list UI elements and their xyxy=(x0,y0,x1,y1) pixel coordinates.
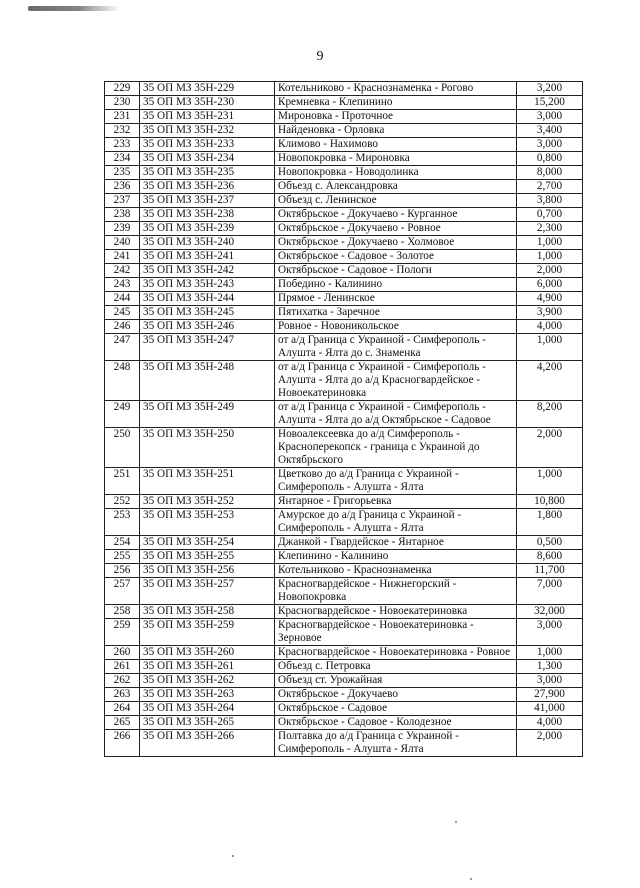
table-row xyxy=(105,674,583,688)
road-code-cell: 35 ОП МЗ 35Н-240 xyxy=(140,236,275,250)
road-length-cell: 7,000 xyxy=(517,578,583,605)
table-row xyxy=(105,96,583,110)
road-name-cell: Найденовка - Орловка xyxy=(275,124,517,138)
table-row xyxy=(105,578,583,605)
road-length-cell: 3,800 xyxy=(517,194,583,208)
road-code-cell: 35 ОП МЗ 35Н-254 xyxy=(140,536,275,550)
row-number-cell: 242 xyxy=(105,264,140,278)
road-length-cell: 4,000 xyxy=(517,320,583,334)
road-length-cell: 3,400 xyxy=(517,124,583,138)
row-number-cell: 247 xyxy=(105,334,140,361)
table-row xyxy=(105,334,583,361)
table-row xyxy=(105,250,583,264)
road-name-cell: Октябрьское - Садовое - Пологи xyxy=(275,264,517,278)
road-name-cell: Красногвардейское - Новоекатериновка xyxy=(275,605,517,619)
road-code-cell: 35 ОП МЗ 35Н-237 xyxy=(140,194,275,208)
road-name-cell: Клепинино - Калинино xyxy=(275,550,517,564)
road-code-cell: 35 ОП МЗ 35Н-257 xyxy=(140,578,275,605)
road-length-cell: 2,000 xyxy=(517,264,583,278)
road-code-cell: 35 ОП МЗ 35Н-249 xyxy=(140,401,275,428)
road-name-cell: Прямое - Ленинское xyxy=(275,292,517,306)
road-code-cell: 35 ОП МЗ 35Н-265 xyxy=(140,716,275,730)
table-row xyxy=(105,236,583,250)
road-name-cell: Октябрьское - Докучаево - Ровное xyxy=(275,222,517,236)
road-length-cell: 1,000 xyxy=(517,236,583,250)
road-name-cell: Полтавка до а/д Граница с Украиной - Симферополь - Алушта - Ялта xyxy=(275,730,517,757)
table-row xyxy=(105,152,583,166)
road-code-cell: 35 ОП МЗ 35Н-251 xyxy=(140,468,275,495)
road-code-cell: 35 ОП МЗ 35Н-264 xyxy=(140,702,275,716)
row-number-cell: 253 xyxy=(105,509,140,536)
road-name-cell: Объезд ст. Урожайная xyxy=(275,674,517,688)
road-name-cell: Новопокровка - Мироновка xyxy=(275,152,517,166)
road-code-cell: 35 ОП МЗ 35Н-230 xyxy=(140,96,275,110)
road-length-cell: 2,000 xyxy=(517,730,583,757)
table-row xyxy=(105,180,583,194)
road-length-cell: 4,000 xyxy=(517,716,583,730)
road-code-cell: 35 ОП МЗ 35Н-243 xyxy=(140,278,275,292)
road-name-cell: от а/д Граница с Украиной - Симферополь - Алушта - Ялта до а/д Красногвардейское - Новоекатериновка xyxy=(275,361,517,401)
table-row xyxy=(105,222,583,236)
row-number-cell: 235 xyxy=(105,166,140,180)
table-row xyxy=(105,361,583,401)
road-name-cell: Октябрьское - Садовое xyxy=(275,702,517,716)
table-row xyxy=(105,194,583,208)
row-number-cell: 240 xyxy=(105,236,140,250)
road-length-cell: 1,300 xyxy=(517,660,583,674)
road-code-cell: 35 ОП МЗ 35Н-233 xyxy=(140,138,275,152)
row-number-cell: 258 xyxy=(105,605,140,619)
table-row xyxy=(105,619,583,646)
row-number-cell: 255 xyxy=(105,550,140,564)
table-row xyxy=(105,702,583,716)
road-name-cell: Октябрьское - Докучаево - Холмовое xyxy=(275,236,517,250)
road-code-cell: 35 ОП МЗ 35Н-236 xyxy=(140,180,275,194)
road-name-cell: Цветково до а/д Граница с Украиной - Симферополь - Алушта - Ялта xyxy=(275,468,517,495)
row-number-cell: 260 xyxy=(105,646,140,660)
table-row xyxy=(105,292,583,306)
road-name-cell: Амурское до а/д Граница с Украиной - Симферополь - Алушта - Ялта xyxy=(275,509,517,536)
row-number-cell: 263 xyxy=(105,688,140,702)
road-code-cell: 35 ОП МЗ 35Н-232 xyxy=(140,124,275,138)
road-code-cell: 35 ОП МЗ 35Н-256 xyxy=(140,564,275,578)
table-row xyxy=(105,730,583,757)
table-row xyxy=(105,564,583,578)
road-code-cell: 35 ОП МЗ 35Н-234 xyxy=(140,152,275,166)
road-length-cell: 8,200 xyxy=(517,401,583,428)
scan-speck xyxy=(470,878,472,880)
scan-speck xyxy=(455,821,457,823)
road-code-cell: 35 ОП МЗ 35Н-231 xyxy=(140,110,275,124)
roads-table xyxy=(104,81,583,757)
road-name-cell: Климово - Нахимово xyxy=(275,138,517,152)
table-row xyxy=(105,716,583,730)
road-name-cell: Мироновка - Проточное xyxy=(275,110,517,124)
road-length-cell: 2,000 xyxy=(517,428,583,468)
table-row xyxy=(105,495,583,509)
row-number-cell: 259 xyxy=(105,619,140,646)
road-code-cell: 35 ОП МЗ 35Н-263 xyxy=(140,688,275,702)
road-length-cell: 1,000 xyxy=(517,468,583,495)
road-length-cell: 2,300 xyxy=(517,222,583,236)
road-name-cell: Котельниково - Краснознаменка xyxy=(275,564,517,578)
row-number-cell: 266 xyxy=(105,730,140,757)
road-code-cell: 35 ОП МЗ 35Н-253 xyxy=(140,509,275,536)
table-row xyxy=(105,536,583,550)
table-row xyxy=(105,401,583,428)
table-row xyxy=(105,660,583,674)
road-name-cell: Новоалексеевка до а/д Симферополь - Красноперекопск - граница с Украиной до Октябрьского xyxy=(275,428,517,468)
row-number-cell: 265 xyxy=(105,716,140,730)
road-length-cell: 0,500 xyxy=(517,536,583,550)
road-name-cell: Кремневка - Клепинино xyxy=(275,96,517,110)
page-number: 9 xyxy=(316,49,324,64)
road-length-cell: 15,200 xyxy=(517,96,583,110)
road-name-cell: Октябрьское - Докучаево xyxy=(275,688,517,702)
table-row xyxy=(105,82,583,96)
row-number-cell: 261 xyxy=(105,660,140,674)
road-length-cell: 27,900 xyxy=(517,688,583,702)
road-length-cell: 3,000 xyxy=(517,110,583,124)
roads-table-body xyxy=(105,82,583,757)
table-row xyxy=(105,688,583,702)
road-name-cell: Джанкой - Гвардейское - Янтарное xyxy=(275,536,517,550)
scan-artifact-mark xyxy=(28,6,120,11)
row-number-cell: 249 xyxy=(105,401,140,428)
table-row xyxy=(105,306,583,320)
road-name-cell: Октябрьское - Докучаево - Курганное xyxy=(275,208,517,222)
road-name-cell: Октябрьское - Садовое - Колодезное xyxy=(275,716,517,730)
table-row xyxy=(105,208,583,222)
row-number-cell: 262 xyxy=(105,674,140,688)
road-code-cell: 35 ОП МЗ 35Н-266 xyxy=(140,730,275,757)
row-number-cell: 243 xyxy=(105,278,140,292)
row-number-cell: 230 xyxy=(105,96,140,110)
table-row xyxy=(105,646,583,660)
road-name-cell: Красногвардейское - Новоекатериновка - Зерновое xyxy=(275,619,517,646)
road-name-cell: Новопокровка - Новодолинка xyxy=(275,166,517,180)
road-code-cell: 35 ОП МЗ 35Н-239 xyxy=(140,222,275,236)
row-number-cell: 234 xyxy=(105,152,140,166)
road-length-cell: 10,800 xyxy=(517,495,583,509)
table-row xyxy=(105,605,583,619)
row-number-cell: 241 xyxy=(105,250,140,264)
scan-speck xyxy=(232,855,234,857)
row-number-cell: 246 xyxy=(105,320,140,334)
table-row xyxy=(105,320,583,334)
road-code-cell: 35 ОП МЗ 35Н-238 xyxy=(140,208,275,222)
road-code-cell: 35 ОП МЗ 35Н-242 xyxy=(140,264,275,278)
road-length-cell: 0,800 xyxy=(517,152,583,166)
road-name-cell: Объезд с. Петровка xyxy=(275,660,517,674)
road-name-cell: от а/д Граница с Украиной - Симферополь - Алушта - Ялта до а/д Октябрьское - Садовое xyxy=(275,401,517,428)
row-number-cell: 252 xyxy=(105,495,140,509)
table-row xyxy=(105,278,583,292)
road-length-cell: 8,000 xyxy=(517,166,583,180)
row-number-cell: 251 xyxy=(105,468,140,495)
road-code-cell: 35 ОП МЗ 35Н-259 xyxy=(140,619,275,646)
row-number-cell: 256 xyxy=(105,564,140,578)
table-row xyxy=(105,166,583,180)
road-length-cell: 3,200 xyxy=(517,82,583,96)
road-code-cell: 35 ОП МЗ 35Н-260 xyxy=(140,646,275,660)
row-number-cell: 231 xyxy=(105,110,140,124)
row-number-cell: 229 xyxy=(105,82,140,96)
road-length-cell: 3,000 xyxy=(517,138,583,152)
row-number-cell: 254 xyxy=(105,536,140,550)
row-number-cell: 245 xyxy=(105,306,140,320)
road-length-cell: 1,000 xyxy=(517,646,583,660)
road-name-cell: Победино - Калинино xyxy=(275,278,517,292)
road-code-cell: 35 ОП МЗ 35Н-229 xyxy=(140,82,275,96)
table-row xyxy=(105,138,583,152)
road-length-cell: 3,000 xyxy=(517,619,583,646)
row-number-cell: 233 xyxy=(105,138,140,152)
road-code-cell: 35 ОП МЗ 35Н-261 xyxy=(140,660,275,674)
row-number-cell: 232 xyxy=(105,124,140,138)
table-row xyxy=(105,428,583,468)
road-code-cell: 35 ОП МЗ 35Н-235 xyxy=(140,166,275,180)
road-name-cell: Котельниково - Краснознаменка - Рогово xyxy=(275,82,517,96)
road-name-cell: Ровное - Новоникольское xyxy=(275,320,517,334)
road-length-cell: 11,700 xyxy=(517,564,583,578)
road-code-cell: 35 ОП МЗ 35Н-244 xyxy=(140,292,275,306)
road-code-cell: 35 ОП МЗ 35Н-245 xyxy=(140,306,275,320)
road-name-cell: Объезд с. Александровка xyxy=(275,180,517,194)
row-number-cell: 248 xyxy=(105,361,140,401)
road-length-cell: 3,000 xyxy=(517,674,583,688)
table-row xyxy=(105,550,583,564)
table-row xyxy=(105,468,583,495)
road-name-cell: Октябрьское - Садовое - Золотое xyxy=(275,250,517,264)
road-length-cell: 1,000 xyxy=(517,334,583,361)
table-row xyxy=(105,110,583,124)
road-length-cell: 4,200 xyxy=(517,361,583,401)
road-name-cell: Янтарное - Григорьевка xyxy=(275,495,517,509)
row-number-cell: 264 xyxy=(105,702,140,716)
road-length-cell: 2,700 xyxy=(517,180,583,194)
road-name-cell: Объезд с. Ленинское xyxy=(275,194,517,208)
road-name-cell: Красногвардейское - Нижнегорский - Новопокровка xyxy=(275,578,517,605)
road-code-cell: 35 ОП МЗ 35Н-246 xyxy=(140,320,275,334)
road-length-cell: 41,000 xyxy=(517,702,583,716)
road-length-cell: 1,000 xyxy=(517,250,583,264)
road-length-cell: 8,600 xyxy=(517,550,583,564)
road-length-cell: 0,700 xyxy=(517,208,583,222)
road-length-cell: 4,900 xyxy=(517,292,583,306)
road-code-cell: 35 ОП МЗ 35Н-250 xyxy=(140,428,275,468)
road-code-cell: 35 ОП МЗ 35Н-262 xyxy=(140,674,275,688)
road-code-cell: 35 ОП МЗ 35Н-248 xyxy=(140,361,275,401)
road-name-cell: от а/д Граница с Украиной - Симферополь - Алушта - Ялта до с. Знаменка xyxy=(275,334,517,361)
row-number-cell: 237 xyxy=(105,194,140,208)
row-number-cell: 257 xyxy=(105,578,140,605)
table-row xyxy=(105,124,583,138)
road-code-cell: 35 ОП МЗ 35Н-241 xyxy=(140,250,275,264)
road-length-cell: 6,000 xyxy=(517,278,583,292)
row-number-cell: 239 xyxy=(105,222,140,236)
row-number-cell: 238 xyxy=(105,208,140,222)
table-row xyxy=(105,264,583,278)
row-number-cell: 244 xyxy=(105,292,140,306)
road-code-cell: 35 ОП МЗ 35Н-247 xyxy=(140,334,275,361)
row-number-cell: 250 xyxy=(105,428,140,468)
road-length-cell: 3,900 xyxy=(517,306,583,320)
row-number-cell: 236 xyxy=(105,180,140,194)
road-code-cell: 35 ОП МЗ 35Н-252 xyxy=(140,495,275,509)
table-row xyxy=(105,509,583,536)
road-length-cell: 32,000 xyxy=(517,605,583,619)
road-name-cell: Красногвардейское - Новоекатериновка - Ровное xyxy=(275,646,517,660)
road-length-cell: 1,800 xyxy=(517,509,583,536)
road-code-cell: 35 ОП МЗ 35Н-255 xyxy=(140,550,275,564)
road-name-cell: Пятихатка - Заречное xyxy=(275,306,517,320)
road-code-cell: 35 ОП МЗ 35Н-258 xyxy=(140,605,275,619)
